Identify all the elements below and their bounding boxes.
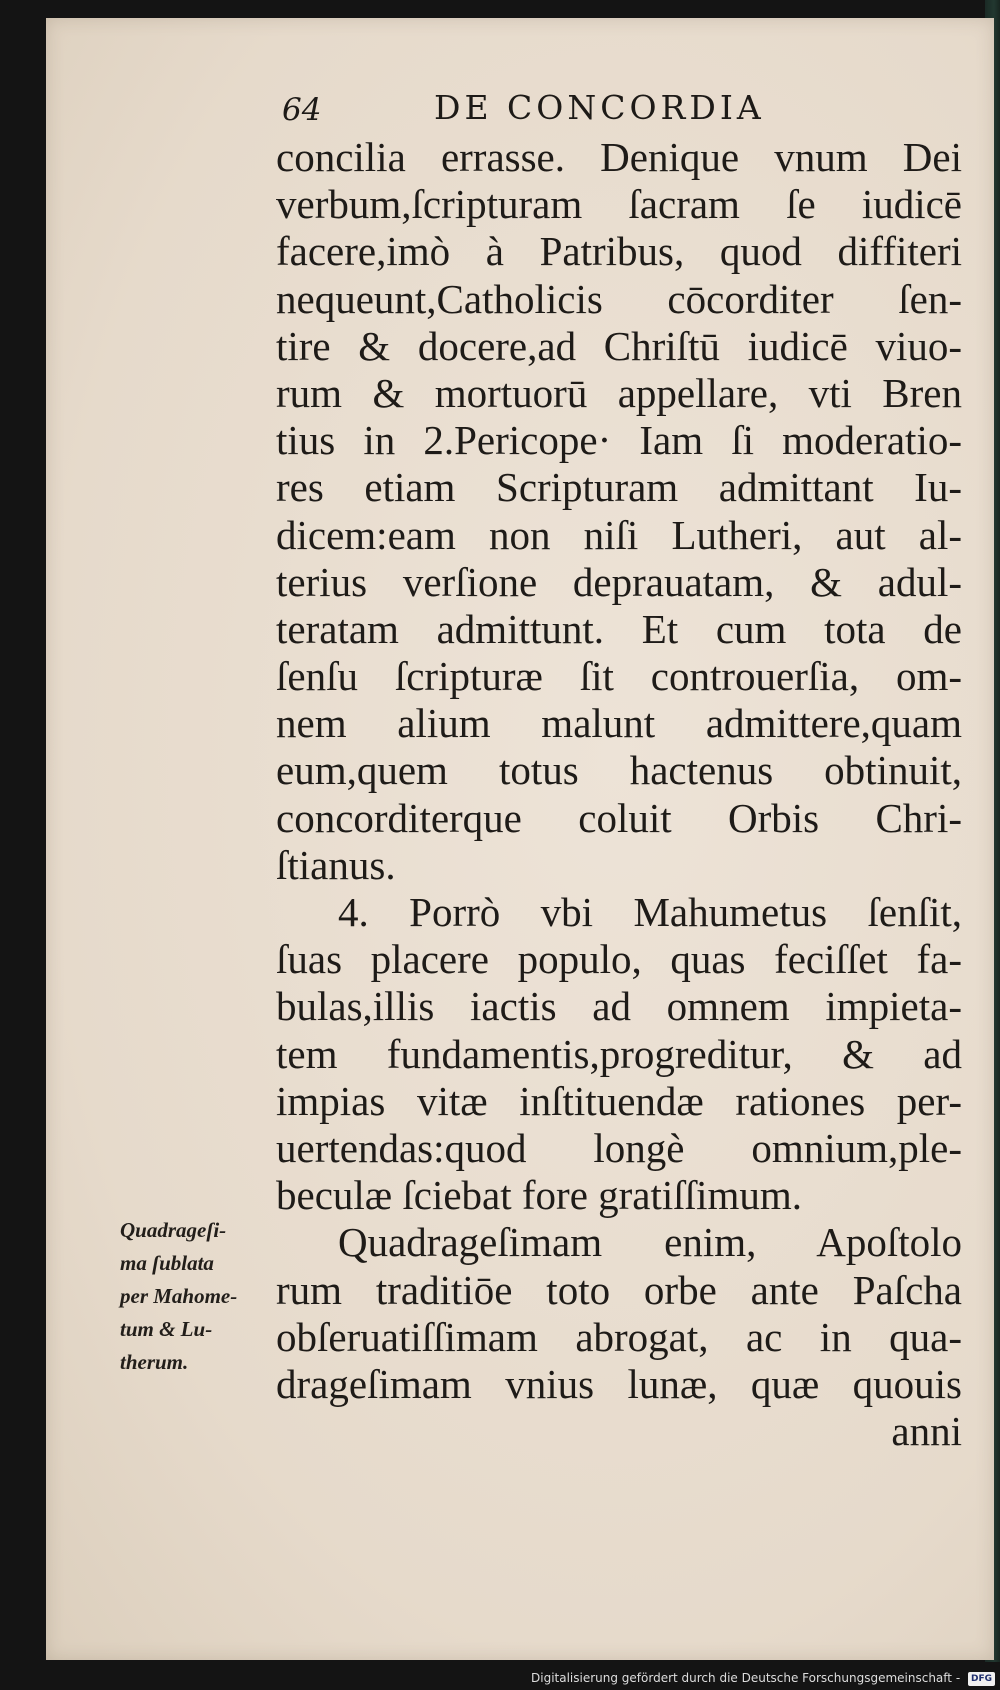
text-line: terius verſione deprauatam, & adul-: [276, 558, 962, 605]
dfg-logo-icon: DFG: [968, 1672, 995, 1686]
text-line: 4. Porrò vbi Mahumetus ſenſit,: [338, 889, 962, 935]
text-line: dicem:eam non niſi Lutheri, aut al-: [276, 511, 962, 558]
running-title: DE CONCORDIA: [434, 88, 765, 127]
text-line: impias vitæ inſtituendæ rationes per-: [276, 1077, 962, 1124]
text-line: rum traditiōe toto orbe ante Paſcha: [276, 1266, 962, 1313]
text-line: eum,quem totus hactenus obtinuit,: [276, 747, 962, 794]
text-line: facere,imò à Patribus, quod diffiteri: [276, 228, 962, 275]
margin-note: [120, 1214, 270, 1379]
margin-note-line: per Mahome-: [120, 1284, 238, 1308]
text-line: concorditerque coluit Orbis Chri-: [276, 794, 962, 841]
text-line: obſeruatiſſimam abrogat, ac in qua-: [276, 1313, 962, 1360]
digitization-credit: [0, 1668, 995, 1688]
text-line: tius in 2.Pericope· Iam ſi moderatio-: [276, 417, 962, 464]
text-line: ſuas placere populo, quas feciſſet fa-: [276, 936, 962, 983]
text-line: ſenſu ſcripturæ ſit controuerſia, om-: [276, 653, 962, 700]
body-text: [276, 134, 962, 1455]
text-line: teratam admittunt. Et cum tota de: [276, 605, 962, 652]
text-line: drageſimam vnius lunæ, quæ quouis: [276, 1360, 962, 1407]
text-line: res etiam Scripturam admittant Iu-: [276, 464, 962, 511]
text-line: beculæ ſciebat fore gratiſſimum.: [276, 1172, 802, 1219]
margin-note-line: Quadrageſi-: [120, 1218, 227, 1242]
text-line: uertendas:quod longè omnium,ple-: [276, 1124, 962, 1171]
text-line: tem fundamentis,progreditur, & ad: [276, 1030, 962, 1077]
credit-text: Digitalisierung gefördert durch die Deutsche Forschungsgemeinschaft -: [531, 1671, 961, 1685]
margin-note-line: ma ſublata: [120, 1251, 214, 1275]
text-line: concilia errasse. Denique vnum Dei: [276, 134, 962, 180]
text-line: rum & mortuorū appellare, vti Bren: [276, 369, 962, 416]
text-line: bulas,illis iactis ad omnem impieta-: [276, 983, 962, 1030]
margin-note-line: tum & Lu-: [120, 1317, 213, 1341]
text-line: tire & docere,ad Chriſtū iudicē viuo-: [276, 322, 962, 369]
catch-word: anni: [891, 1408, 962, 1455]
page-header: [282, 88, 962, 134]
text-line: Quadrageſimam enim, Apoſtolo: [338, 1219, 962, 1266]
text-line: nequeunt,Catholicis cōcorditer ſen-: [276, 275, 962, 322]
text-line: ſtianus.: [276, 841, 396, 888]
text-line: verbum,ſcripturam ſacram ſe iudicē: [276, 181, 962, 228]
page-number: 64: [282, 92, 322, 128]
text-line: nem alium malunt admittere,quam: [276, 700, 962, 747]
margin-note-line: therum.: [120, 1350, 189, 1374]
